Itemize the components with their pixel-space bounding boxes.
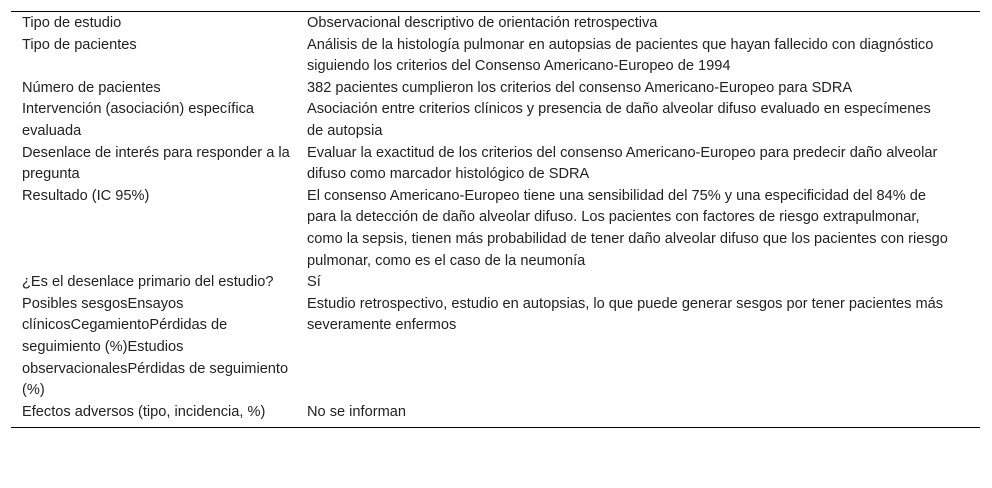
row-value: Asociación entre criterios clínicos y presencia de daño alveolar difuso evaluado en especímenes de autopsia	[307, 101, 931, 139]
row-value: 382 pacientes cumplieron los criterios del consenso Americano-Europeo para SDRA	[307, 79, 853, 96]
table-row	[11, 186, 980, 272]
row-value: No se informan	[307, 403, 406, 420]
row-label: Intervención (asociación) específica evaluada	[22, 101, 254, 139]
table-row	[11, 294, 980, 402]
study-summary-table-container	[11, 11, 980, 428]
table-row	[11, 143, 980, 186]
row-value: Sí	[307, 274, 321, 291]
row-label: Resultado (IC 95%)	[22, 187, 150, 204]
table-row	[11, 272, 980, 294]
row-label: Número de pacientes	[22, 79, 161, 96]
row-label: ¿Es el desenlace primario del estudio?	[22, 274, 274, 291]
table-row	[11, 402, 980, 428]
row-label: Posibles sesgosEnsayos clínicosCegamientoPérdidas de seguimiento (%)Estudios observacionalesPérdidas de seguimiento (%)	[22, 295, 289, 399]
table-row	[11, 35, 980, 78]
row-value: Evaluar la exactitud de los criterios del consenso Americano-Europeo para predecir daño alveolar difuso como marcador histológico de SDRA	[307, 144, 938, 183]
row-label: Tipo de pacientes	[22, 36, 137, 53]
table-row	[11, 12, 980, 35]
table-row	[11, 78, 980, 100]
row-label: Desenlace de interés para responder a la pregunta	[22, 144, 290, 183]
study-summary-table	[11, 11, 980, 428]
table-row	[11, 99, 980, 142]
row-value: Estudio retrospectivo, estudio en autopsias, lo que puede generar sesgos por tener pacientes más severamente enfermos	[307, 295, 944, 334]
row-value: El consenso Americano-Europeo tiene una sensibilidad del 75% y una especificidad del 84% de para la detección de daño alveolar difuso. Los pacientes con factores de riesgo extrapulmonar, como la sepsis, tienen más probabilidad de tener daño alveolar difuso que los pacientes con riesgo pulmonar, como es el caso de la neumonía	[307, 187, 948, 269]
row-value: Observacional descriptivo de orientación retrospectiva	[307, 15, 658, 31]
row-label: Tipo de estudio	[22, 15, 122, 31]
row-label: Efectos adversos (tipo, incidencia, %)	[22, 403, 266, 420]
row-value: Análisis de la histología pulmonar en autopsias de pacientes que hayan fallecido con diagnóstico siguiendo los criterios del Consenso Americano-Europeo de 1994	[307, 36, 934, 75]
